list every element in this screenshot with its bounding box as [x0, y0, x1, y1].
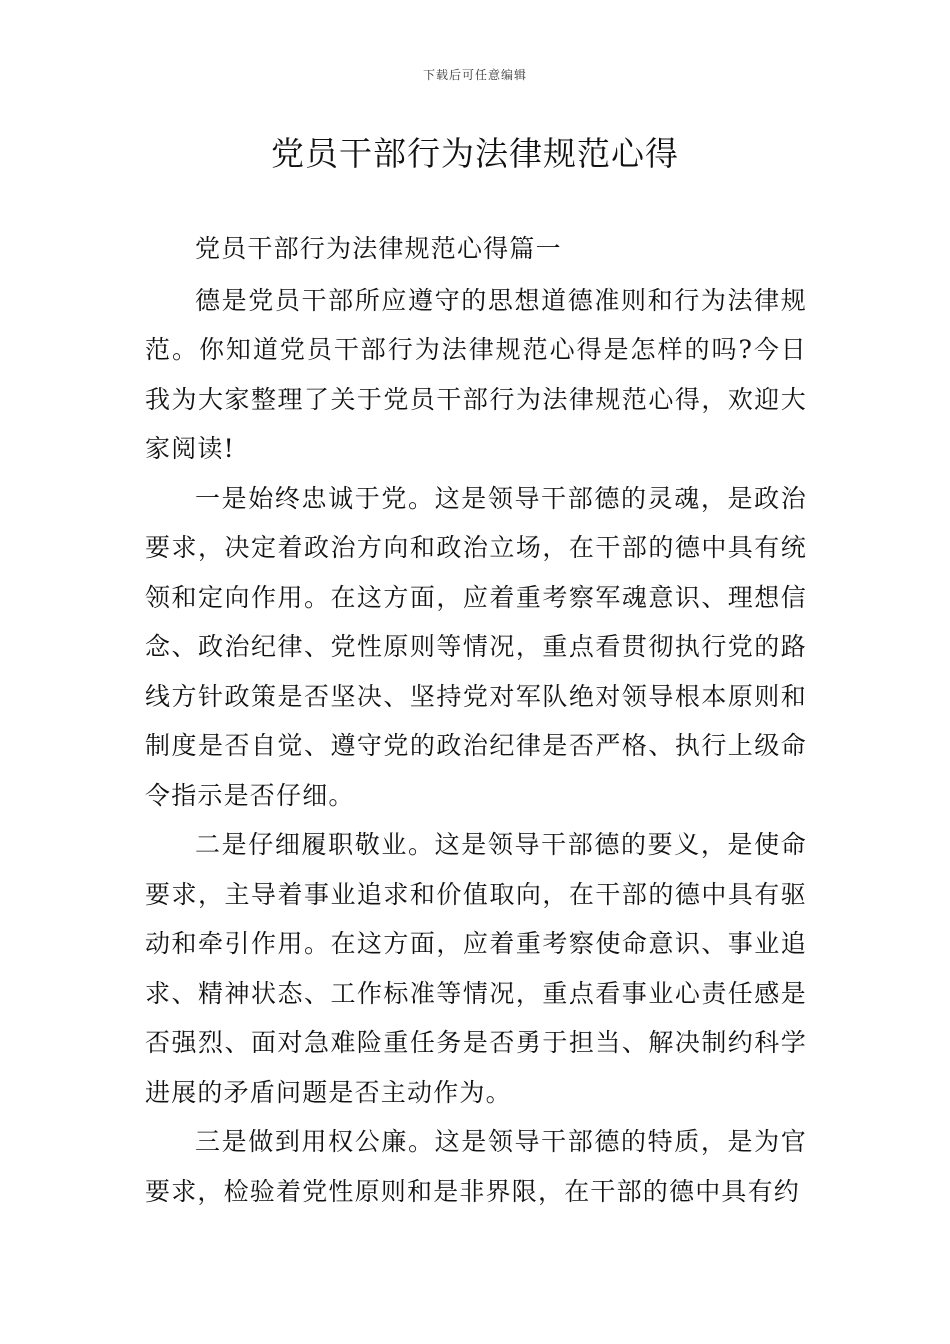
- section-subtitle: 党员干部行为法律规范心得篇一: [195, 234, 562, 263]
- paragraph-point-one: 一是始终忠诚于党。这是领导干部德的灵魂，是政治要求，决定着政治方向和政治立场，在干部的德中具有统领和定向作用。在这方面，应着重考察军魂意识、理想信念、政治纪律、党性原则等情况，重点看贯彻执行党的路线方针政策是否坚决、坚持党对军队绝对领导根本原则和制度是否自觉、遵守党的政治纪律是否严格、执行上级命令指示是否仔细。: [145, 483, 807, 810]
- document-body: [145, 224, 807, 1216]
- paragraph-intro: 德是党员干部所应遵守的思想道德准则和行为法律规范。你知道党员干部行为法律规范心得是怎样的吗?今日我为大家整理了关于党员干部行为法律规范心得，欢迎大家阅读!: [145, 285, 807, 463]
- header-note: 下载后可任意编辑: [422, 68, 527, 82]
- paragraph-point-three: 三是做到用权公廉。这是领导干部德的特质，是为官要求，检验着党性原则和是非界限，在干部的德中具有约: [145, 1127, 807, 1206]
- paragraph-point-two: 二是仔细履职敬业。这是领导干部德的要义，是使命要求，主导着事业追求和价值取向，在干部的德中具有驱动和牵引作用。在这方面，应着重考察使命意识、事业追求、精神状态、工作标准等情况，重点看事业心责任感是否强烈、面对急难险重任务是否勇于担当、解决制约科学进展的矛盾问题是否主动作为。: [145, 830, 807, 1107]
- document-title: 党员干部行为法律规范心得: [271, 134, 679, 173]
